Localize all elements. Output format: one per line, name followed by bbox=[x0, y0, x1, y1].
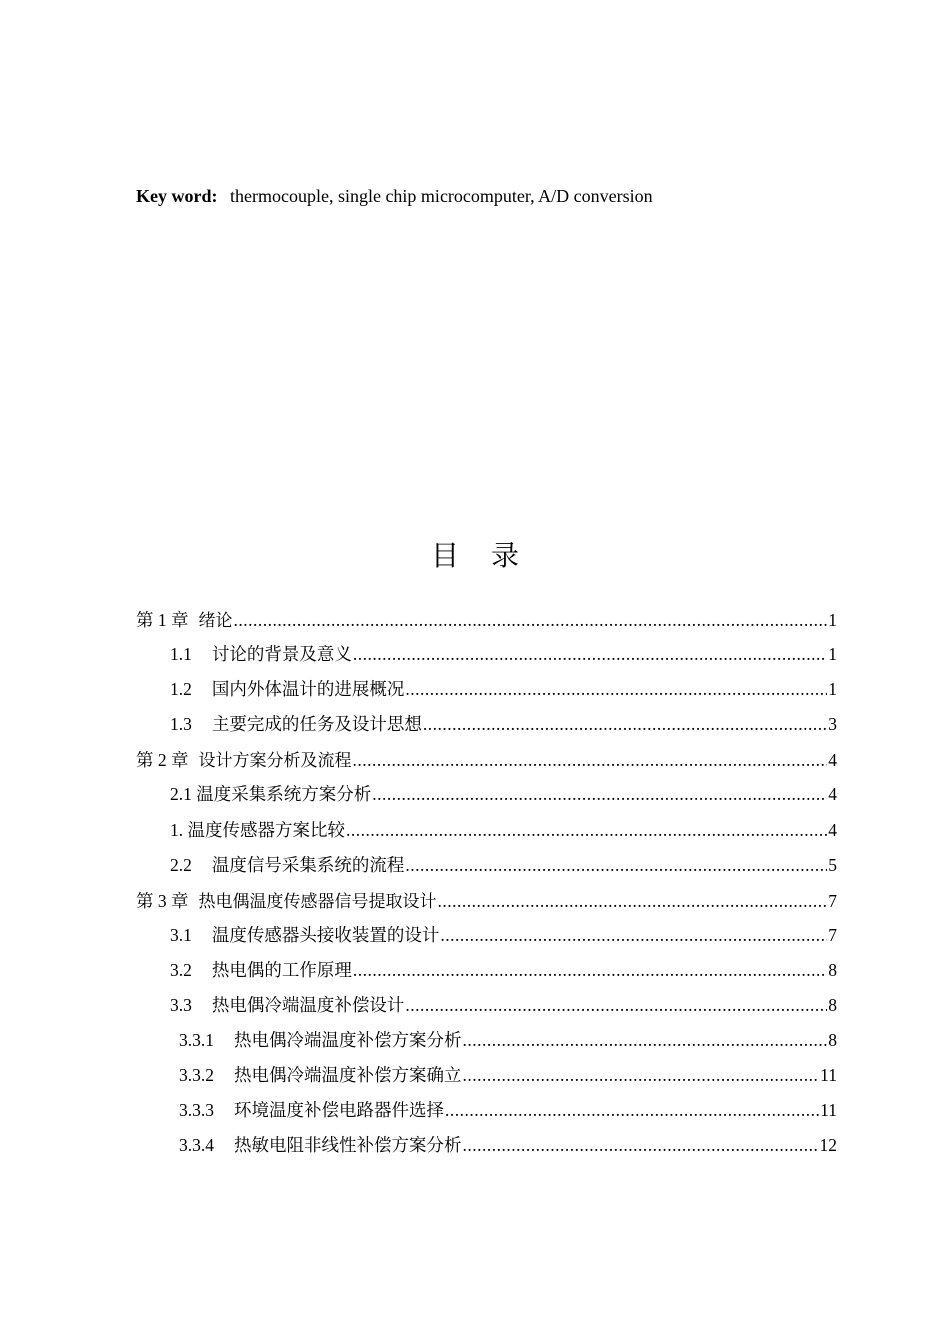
toc-entry-page: 4 bbox=[828, 819, 837, 840]
toc-entry-page: 11 bbox=[820, 1100, 837, 1121]
toc-entry-number: 3.1 bbox=[170, 924, 192, 945]
toc-entry-number: 3.2 bbox=[170, 959, 192, 980]
toc-entry-page: 3 bbox=[828, 714, 837, 735]
toc-entry-page: 7 bbox=[828, 890, 837, 911]
toc-entry-3-3-3[interactable] bbox=[136, 1097, 837, 1132]
dot-leader bbox=[353, 644, 827, 665]
keywords-line bbox=[136, 186, 653, 207]
toc-entry-3-3-1[interactable] bbox=[136, 1027, 837, 1062]
keywords-text: thermocouple, single chip microcomputer, A/D conversion bbox=[229, 186, 653, 206]
toc-entry-2-1[interactable] bbox=[136, 781, 837, 816]
toc-entry-number: 2.2 bbox=[170, 854, 192, 875]
table-of-contents bbox=[136, 606, 837, 1168]
dot-leader bbox=[438, 891, 828, 912]
toc-entry-3-1[interactable] bbox=[136, 922, 837, 957]
toc-entry-title: 温度信号采集系统的流程 bbox=[211, 854, 405, 875]
toc-entry-title: 绪论 bbox=[198, 611, 233, 631]
toc-entry-chapter-1[interactable] bbox=[136, 606, 837, 641]
toc-entry-2-1-1[interactable] bbox=[136, 817, 837, 852]
toc-entry-title: 环境温度补偿电路器件选择 bbox=[234, 1100, 444, 1121]
toc-entry-number: 3.3.4 bbox=[179, 1135, 214, 1156]
dot-leader bbox=[353, 750, 828, 771]
toc-entry-page: 1 bbox=[828, 679, 837, 700]
dot-leader bbox=[353, 960, 827, 981]
dot-leader bbox=[405, 679, 827, 700]
dot-leader bbox=[463, 1065, 820, 1086]
toc-entry-3-3-4[interactable] bbox=[136, 1132, 837, 1167]
dot-leader bbox=[405, 855, 827, 876]
toc-entry-title: 设计方案分析及流程 bbox=[198, 751, 352, 772]
toc-entry-number: 1.3 bbox=[170, 714, 192, 735]
toc-entry-title: 国内外体温计的进展概况 bbox=[211, 679, 405, 700]
toc-entry-title: 热电偶冷端温度补偿设计 bbox=[211, 995, 405, 1016]
toc-entry-2-2[interactable] bbox=[136, 852, 837, 887]
dot-leader bbox=[463, 1135, 819, 1156]
toc-entry-number: 1.2 bbox=[170, 679, 192, 700]
toc-entry-number: 3.3 bbox=[170, 995, 192, 1016]
toc-entry-number: 3.3.2 bbox=[179, 1065, 214, 1086]
dot-leader bbox=[440, 925, 827, 946]
toc-entry-number: 3.3.1 bbox=[179, 1030, 214, 1051]
toc-entry-title: 1. 温度传感器方案比较 bbox=[170, 819, 345, 840]
toc-entry-page: 11 bbox=[820, 1065, 837, 1086]
toc-entry-title: 热电偶温度传感器信号提取设计 bbox=[198, 891, 437, 912]
toc-entry-page: 5 bbox=[828, 854, 837, 875]
dot-leader bbox=[423, 714, 827, 735]
toc-entry-1-2[interactable] bbox=[136, 676, 837, 711]
toc-entry-chapter-2[interactable] bbox=[136, 746, 837, 781]
toc-entry-title: 热敏电阻非线性补偿方案分析 bbox=[234, 1135, 462, 1156]
toc-entry-1-1[interactable] bbox=[136, 641, 837, 676]
dot-leader bbox=[234, 610, 828, 631]
toc-entry-number: 3.3.3 bbox=[179, 1100, 214, 1121]
toc-entry-title: 主要完成的任务及设计思想 bbox=[211, 714, 422, 735]
toc-entry-page: 7 bbox=[828, 924, 837, 945]
toc-entry-page: 8 bbox=[828, 995, 837, 1016]
toc-entry-title: 2.1 温度采集系统方案分析 bbox=[170, 784, 372, 805]
toc-entry-page: 8 bbox=[828, 959, 837, 980]
toc-entry-3-3[interactable] bbox=[136, 992, 837, 1027]
toc-entry-number: 第 3 章 bbox=[136, 890, 189, 911]
toc-entry-chapter-3[interactable] bbox=[136, 887, 837, 922]
dot-leader bbox=[372, 784, 827, 805]
toc-entry-number: 1.1 bbox=[170, 644, 192, 665]
toc-entry-page: 8 bbox=[828, 1030, 837, 1051]
toc-entry-3-3-2[interactable] bbox=[136, 1062, 837, 1097]
toc-entry-3-2[interactable] bbox=[136, 957, 837, 992]
dot-leader bbox=[346, 820, 827, 841]
toc-entry-title: 热电偶冷端温度补偿方案确立 bbox=[234, 1065, 462, 1086]
toc-entry-title: 讨论的背景及意义 bbox=[211, 644, 352, 665]
toc-entry-page: 4 bbox=[828, 784, 837, 805]
toc-entry-page: 1 bbox=[828, 610, 837, 630]
toc-entry-title: 温度传感器头接收装置的设计 bbox=[211, 924, 440, 945]
toc-entry-number: 第 1 章 bbox=[136, 610, 189, 630]
toc-entry-title: 热电偶的工作原理 bbox=[211, 959, 352, 980]
toc-title: 目录 bbox=[430, 539, 551, 572]
toc-entry-page: 4 bbox=[828, 750, 837, 771]
toc-entry-title: 热电偶冷端温度补偿方案分析 bbox=[234, 1030, 462, 1051]
dot-leader bbox=[405, 995, 827, 1016]
dot-leader bbox=[445, 1100, 819, 1121]
keywords-label: Key word: bbox=[136, 186, 218, 206]
toc-entry-page: 1 bbox=[828, 644, 837, 665]
toc-entry-number: 第 2 章 bbox=[136, 750, 189, 771]
toc-entry-1-3[interactable] bbox=[136, 711, 837, 746]
toc-entry-page: 12 bbox=[819, 1135, 837, 1156]
dot-leader bbox=[463, 1030, 828, 1051]
